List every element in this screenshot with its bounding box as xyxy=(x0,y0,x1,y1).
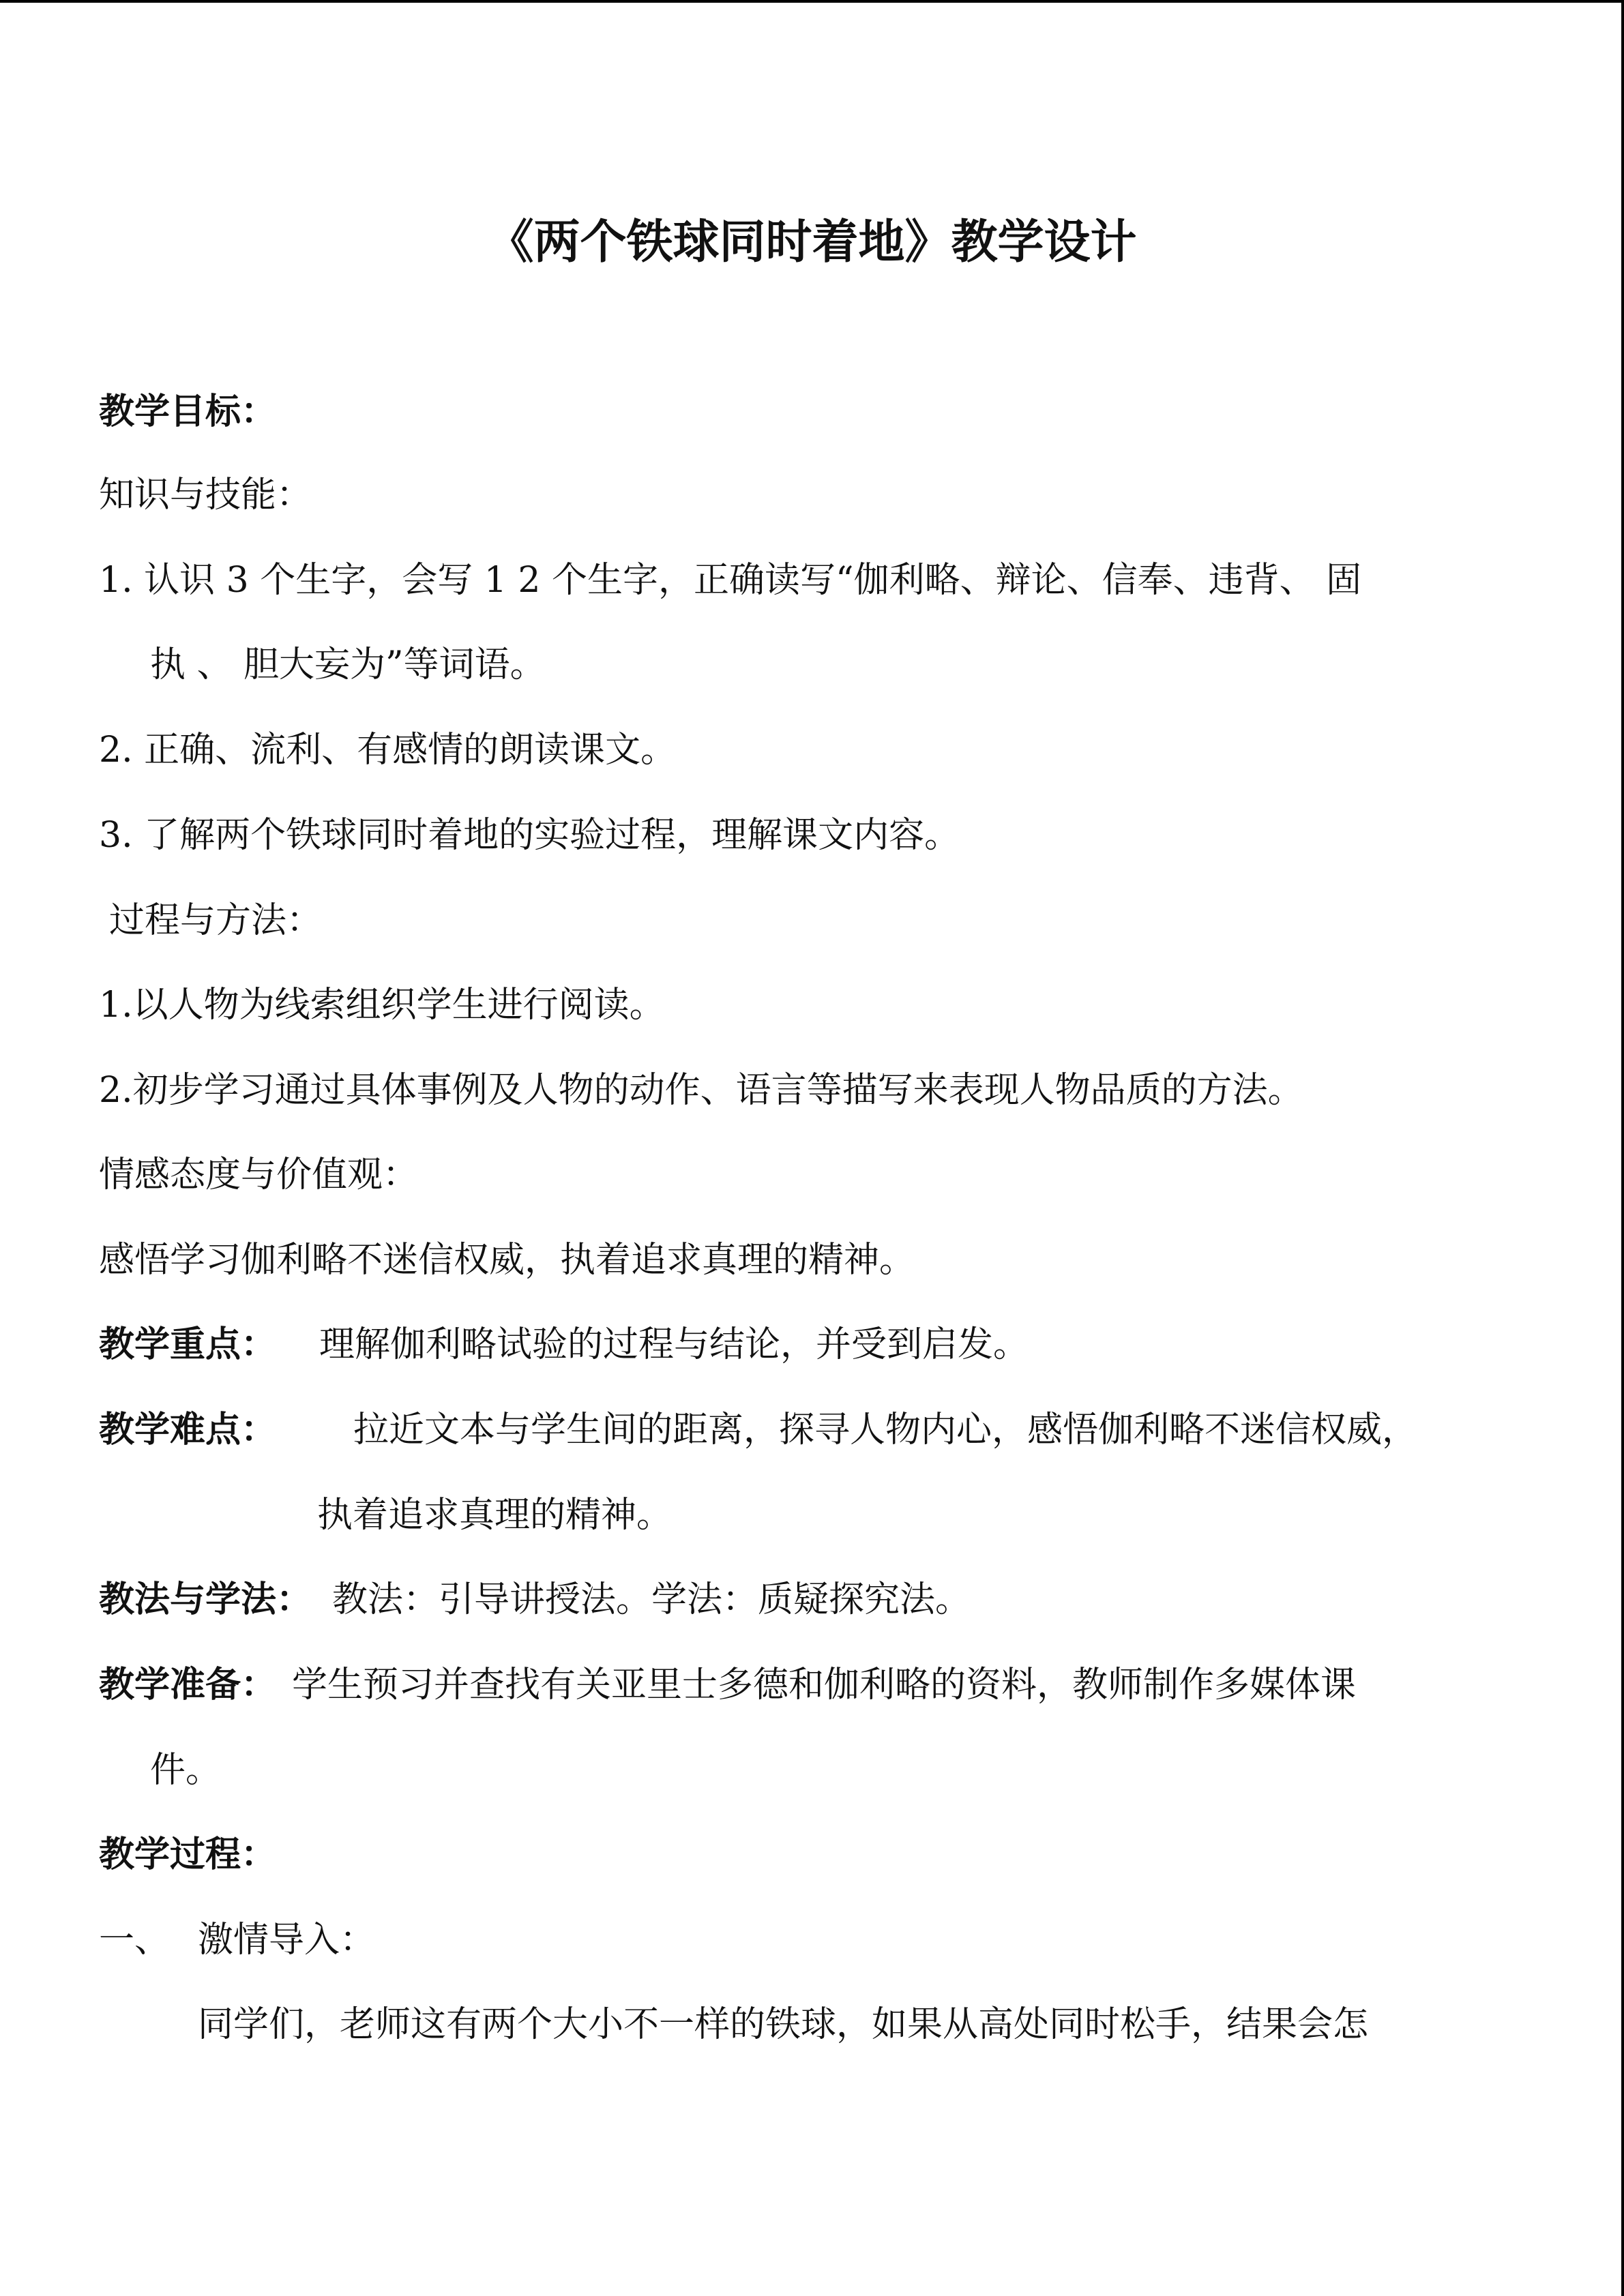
process-item-1: 1.以人物为线索组织学生进行阅读。 xyxy=(99,985,665,1026)
knowledge-item-1-cont: 执 、 胆大妄为”等词语。 xyxy=(150,644,546,685)
emotion-heading: 情感态度与价值观： xyxy=(99,1154,419,1195)
process-heading: 过程与方法： xyxy=(109,900,323,941)
step-1-text: 同学们，老师这有两个大小不一样的铁球，如果从高处同时松手，结果会怎 xyxy=(198,2004,1369,2045)
knowledge-item-1: 1. 认识 3 个生字，会写 1 2 个生字，正确读写“伽利略、辩论、信奉、违背、 固 xyxy=(99,560,1362,601)
objectives-heading: 教学目标： xyxy=(99,391,277,432)
key-point-text: 理解伽利略试验的过程与结论，并受到启发。 xyxy=(319,1324,1029,1365)
key-point-label: 教学重点： xyxy=(99,1324,277,1365)
difficult-point-label: 教学难点： xyxy=(99,1409,277,1450)
knowledge-item-3: 3. 了解两个铁球同时着地的实验过程，理解课文内容。 xyxy=(99,815,960,856)
process-item-2: 2.初步学习通过具体事例及人物的动作、语言等描写来表现人物品质的方法。 xyxy=(99,1070,1303,1111)
page-border-right xyxy=(1621,0,1624,2296)
steps-heading: 教学过程： xyxy=(99,1834,277,1875)
step-1-number: 一、 xyxy=(99,1920,171,1960)
step-1-title: 激情导入： xyxy=(198,1920,376,1960)
emotion-text: 感悟学习伽利略不迷信权威，执着追求真理的精神。 xyxy=(99,1240,915,1281)
document-title: 《两个铁球同时着地》教学设计 xyxy=(487,215,1137,269)
difficult-point-text-cont: 执着追求真理的精神。 xyxy=(317,1495,673,1536)
preparation-text: 学生预习并查找有关亚里士多德和伽利略的资料，教师制作多媒体课 xyxy=(292,1665,1357,1705)
method-text: 教法：引导讲授法。学法：质疑探究法。 xyxy=(332,1579,971,1620)
knowledge-heading: 知识与技能： xyxy=(99,475,312,516)
method-label: 教法与学法： xyxy=(99,1579,312,1620)
preparation-label: 教学准备： xyxy=(99,1664,277,1705)
preparation-text-cont: 件。 xyxy=(150,1750,222,1791)
difficult-point-text: 拉近文本与学生间的距离，探寻人物内心，感悟伽利略不迷信权威， xyxy=(353,1410,1418,1450)
page-border-top xyxy=(0,0,1624,3)
knowledge-item-2: 2. 正确、流利、有感情的朗读课文。 xyxy=(99,730,677,771)
